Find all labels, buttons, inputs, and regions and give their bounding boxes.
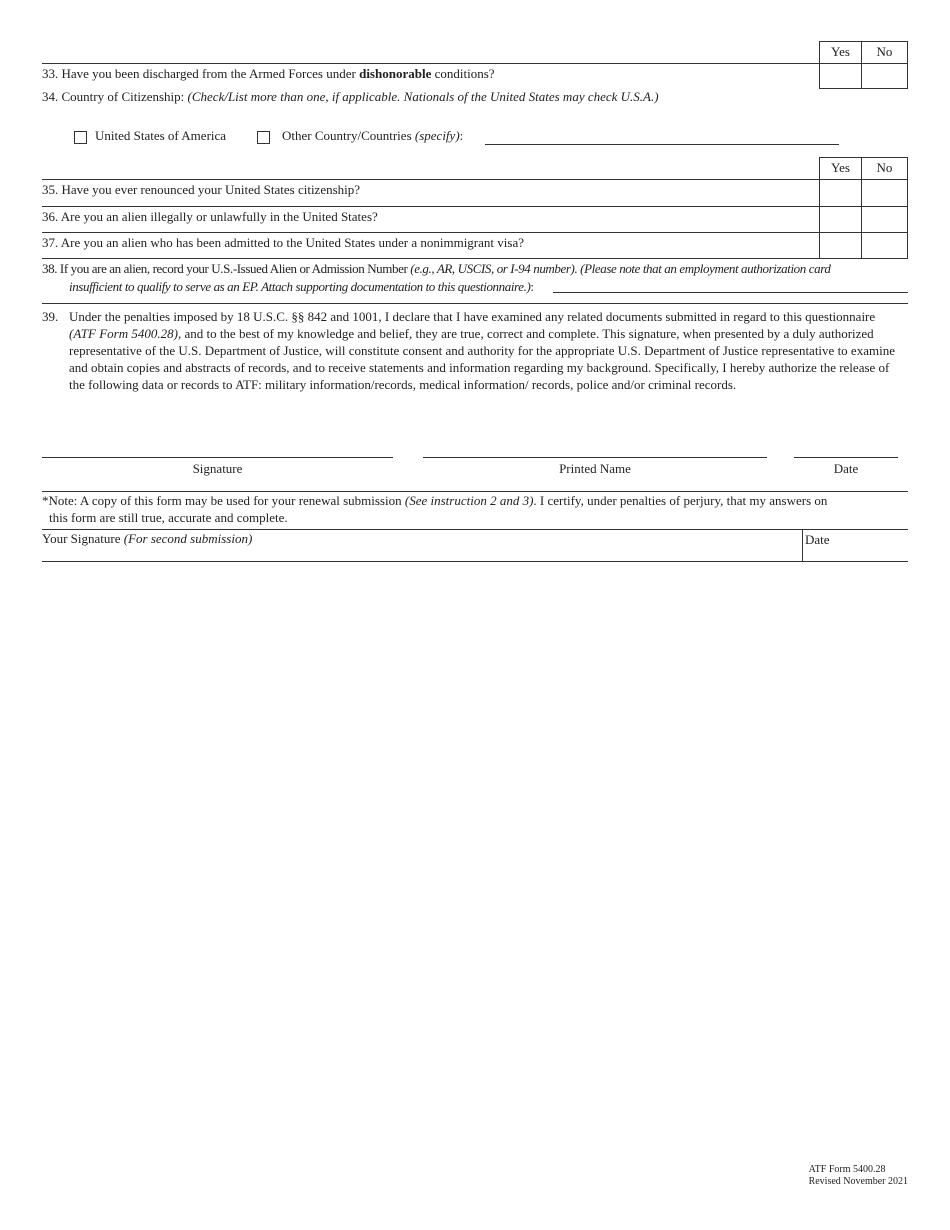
question-text: Country of Citizenship: — [61, 89, 185, 104]
other-country-specify: (specify) — [414, 128, 460, 143]
q35-no-box[interactable] — [861, 179, 908, 207]
question-number: 36. — [42, 209, 59, 224]
question-37 — [42, 234, 524, 252]
yes-header-33: Yes — [819, 41, 862, 64]
question-colon: : — [530, 279, 534, 294]
second-date-field[interactable] — [805, 531, 905, 561]
question-number: 34. — [42, 89, 59, 104]
renewal-note — [42, 492, 827, 510]
q36-no-box[interactable] — [861, 206, 908, 233]
note-instruction-ref: (See instruction 2 and 3) — [404, 493, 534, 508]
other-country-colon: : — [459, 128, 464, 143]
usa-option-label: United States of America — [95, 128, 227, 143]
q33-yes-box[interactable] — [819, 63, 862, 89]
declaration-part-2: , and to the best of my knowledge and belief, they are true, correct and complete. This signature, when presented by a duly authorized representative of the U.S. Department of Justice, will constitute consent and authority for the appropriate U.S. Department of Justice representative to examine and obtain copies and abstracts of records, and to receive statements and information regarding my background. Specifically, I hereby authorize the release of the following data or records to ATF: military information/records, medical information/ records, police and/or criminal records. — [69, 326, 895, 392]
question-instructions: (e.g., AR, USCIS, or I-94 number). (Please note that an employment authorization card — [410, 261, 831, 276]
yes-header-35: Yes — [819, 157, 862, 180]
other-country-label — [282, 127, 463, 145]
section-divider — [42, 561, 908, 562]
row-divider — [42, 206, 908, 207]
second-signature-label: Your Signature — [42, 531, 121, 546]
question-text: If you are an alien, record your U.S.-Issued Alien or Admission Number — [59, 261, 408, 276]
note-part-1: *Note: A copy of this form may be used for your renewal submission — [42, 493, 402, 508]
question-number: 37. — [42, 235, 59, 250]
second-date-label: Date — [805, 532, 830, 547]
no-header-35: No — [861, 157, 908, 180]
question-number: 35. — [42, 182, 59, 197]
signature-label: Signature — [192, 461, 243, 476]
q33-no-box[interactable] — [861, 63, 908, 89]
question-36 — [42, 208, 378, 226]
usa-checkbox[interactable] — [74, 131, 87, 144]
question-text: conditions? — [434, 66, 495, 81]
question-number: 39. — [42, 309, 59, 324]
q37-yes-box[interactable] — [819, 232, 862, 259]
row-divider — [42, 179, 908, 180]
renewal-note-line2: this form are still true, accurate and complete. — [49, 510, 288, 525]
q37-no-box[interactable] — [861, 232, 908, 259]
signature-line[interactable] — [42, 457, 393, 458]
second-signature-field[interactable] — [42, 530, 802, 561]
question-text: Are you an alien who has been admitted to the United States under a nonimmigrant visa? — [60, 235, 524, 250]
declaration-part-1: Under the penalties imposed by 18 U.S.C. §§ 842 and 1001, I declare that I have examined any related documents submitted in regard to this questionnaire — [69, 309, 876, 324]
alien-number-input[interactable] — [553, 276, 908, 293]
section-divider — [42, 303, 908, 304]
declaration-form-ref: (ATF Form 5400.28) — [69, 326, 178, 341]
other-country-checkbox[interactable] — [257, 131, 270, 144]
question-34 — [42, 88, 659, 106]
question-text: Have you been discharged from the Armed Forces under — [61, 66, 356, 81]
question-number: 33. — [42, 66, 59, 81]
printed-name-label: Printed Name — [559, 461, 631, 476]
column-divider — [802, 529, 803, 562]
declaration-text — [69, 308, 900, 393]
form-footer — [809, 1164, 908, 1188]
no-header-33: No — [861, 41, 908, 64]
question-text-bold: dishonorable — [359, 66, 432, 81]
row-divider — [42, 232, 908, 233]
second-signature-note: (For second submission) — [123, 531, 253, 546]
question-33 — [42, 65, 495, 83]
question-38-line2 — [69, 278, 534, 296]
printed-name-line[interactable] — [423, 457, 767, 458]
question-text: Have you ever renounced your United States citizenship? — [61, 182, 361, 197]
question-instructions: insufficient to qualify to serve as an EP. Attach supporting documentation to this questionnaire.) — [69, 279, 531, 294]
question-35 — [42, 181, 360, 199]
row-divider — [42, 258, 908, 259]
note-part-2: . I certify, under penalties of perjury, that my answers on — [533, 493, 828, 508]
question-number: 38. — [42, 261, 58, 276]
row-divider — [42, 63, 908, 64]
other-country-input[interactable] — [485, 128, 839, 145]
date-line[interactable] — [794, 457, 898, 458]
question-39 — [42, 308, 900, 393]
question-text: Are you an alien illegally or unlawfully in the United States? — [60, 209, 378, 224]
form-number: ATF Form 5400.28 — [808, 1164, 886, 1175]
other-country-text: Other Country/Countries — [282, 128, 412, 143]
date-label: Date — [833, 461, 859, 476]
form-revision: Revised November 2021 — [808, 1176, 908, 1187]
q36-yes-box[interactable] — [819, 206, 862, 233]
q35-yes-box[interactable] — [819, 179, 862, 207]
question-instructions: (Check/List more than one, if applicable. Nationals of the United States may check U.S.A.) — [187, 89, 659, 104]
